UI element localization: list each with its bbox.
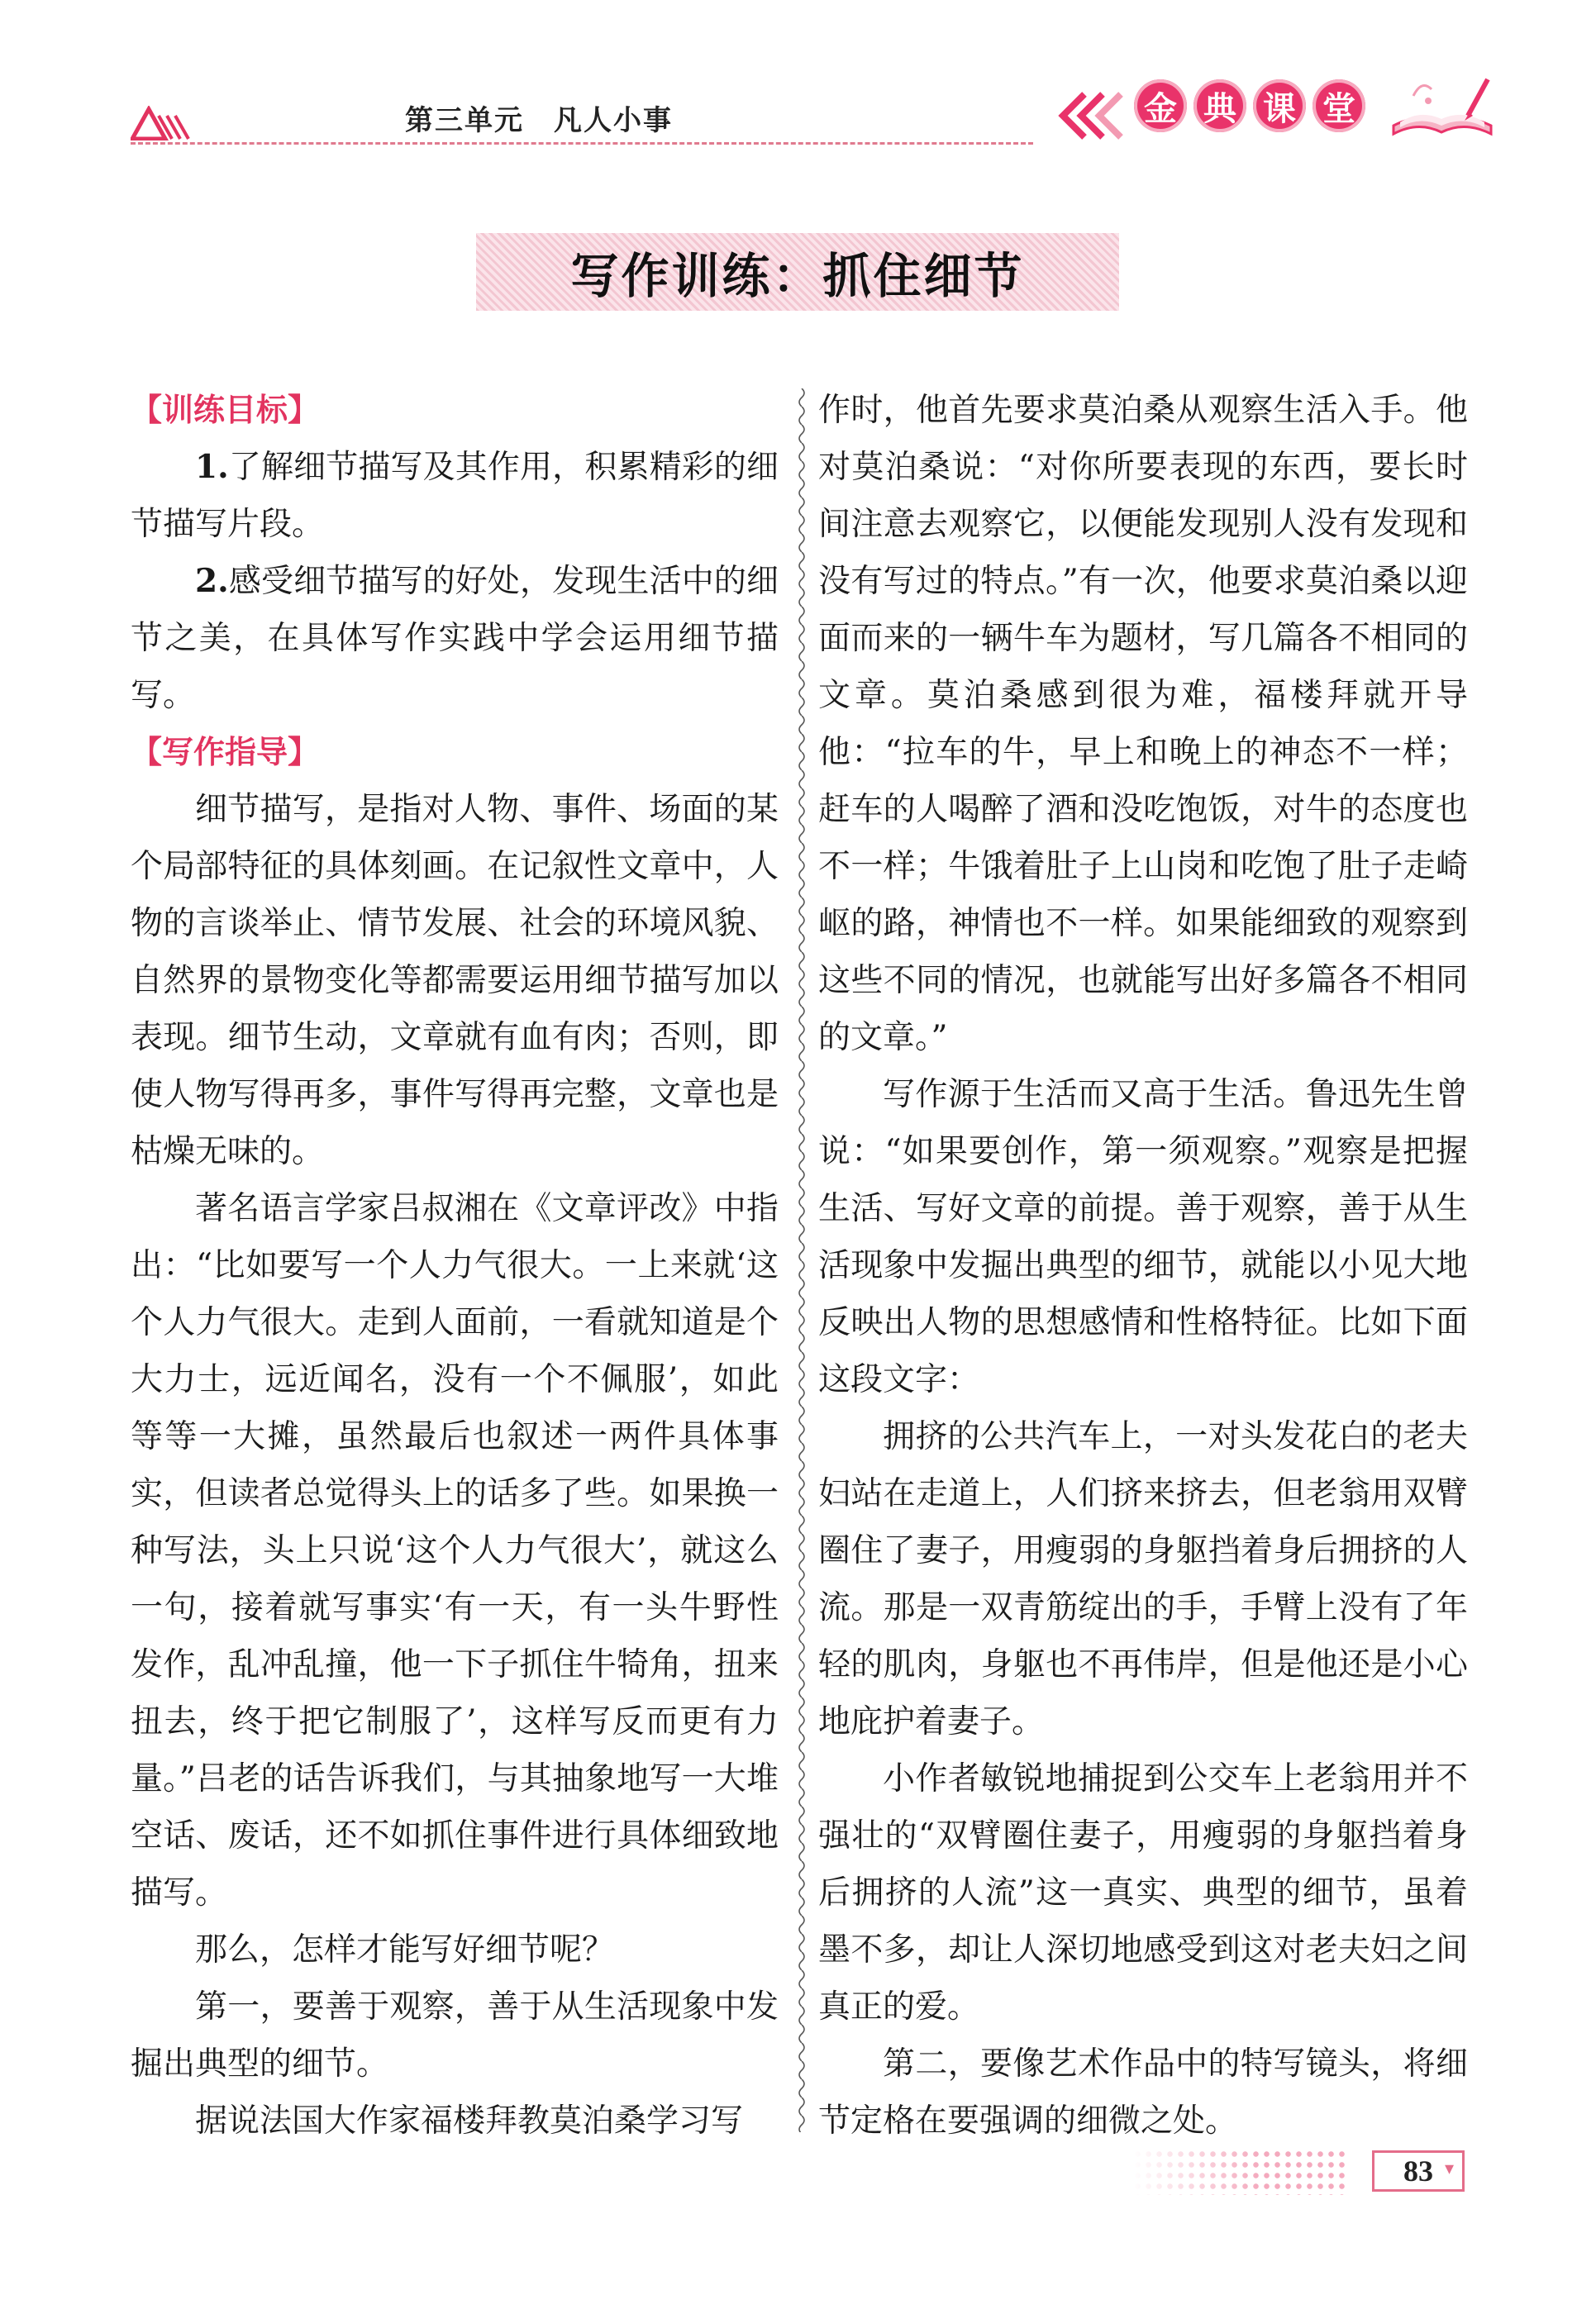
brand-char-4: 堂 bbox=[1313, 79, 1365, 132]
section-title-banner bbox=[476, 233, 1119, 311]
goal-1-text: 了解细节描写及其作用，积累精彩的细节描写片段。 bbox=[131, 449, 779, 543]
goal-1-number: 1. bbox=[195, 448, 229, 486]
tag-training-goal: 【训练目标】 bbox=[131, 392, 320, 428]
brand-char-3: 课 bbox=[1253, 79, 1306, 132]
goal-2-number: 2. bbox=[195, 562, 229, 600]
unit-title: 第三单元 凡人小事 bbox=[405, 104, 673, 137]
paragraph: 拥挤的公共汽车上，一对头发花白的老夫妇站在走道上，人们挤来挤去，但老翁用双臂圈住了妻子，用瘦弱的身躯挡着身后拥挤的人流。那是一双青筋绽出的手，手臂上没有了年轻的肌肉，身躯也不再伟岸，但是他还是小心地庇护着妻子。 bbox=[818, 1418, 1468, 1740]
column-divider bbox=[795, 388, 808, 2132]
tag-writing-guide: 【写作指导】 bbox=[131, 734, 320, 770]
paragraph: 第一，要善于观察，善于从生活现象中发掘出典型的细节。 bbox=[131, 1988, 779, 2083]
brand-char-2: 典 bbox=[1193, 79, 1246, 132]
paragraph: 据说法国大作家福楼拜教莫泊桑学习写 bbox=[195, 2102, 744, 2140]
brand-char-1: 金 bbox=[1134, 79, 1187, 132]
goal-1 bbox=[131, 439, 779, 553]
triangle-ornament-icon bbox=[131, 106, 192, 140]
goal-2-text: 感受细节描写的好处，发现生活中的细节之美，在具体写作实践中学会运用细节描写。 bbox=[131, 563, 779, 714]
goal-2 bbox=[131, 553, 779, 724]
open-book-pen-icon bbox=[1389, 71, 1496, 145]
page-corner-arrow-icon: ▾ bbox=[1445, 2159, 1455, 2179]
footer-dot-ornament bbox=[1132, 2149, 1347, 2195]
left-column bbox=[131, 382, 779, 2150]
section-title: 写作训练：抓住细节 bbox=[570, 248, 1025, 304]
paragraph: 著名语言学家吕叔湘在《文章评改》中指出：“比如要写一个人力气很大。一上来就‘这个人力气很大。走到人面前，一看就知道是个大力士，远近闻名，没有一个不佩服’，如此等等一大摊，虽然最后也叙述一两件具体事实，但读者总觉得头上的话多了些。如果换一种写法，头上只说‘这个人力气很大’，就这么一句，接着就写事实‘有一天，有一头牛野性发作，乱冲乱撞，他一下子抓住牛犄角，扭来扭去，终于把它制服了’，这样写反而更有力量。”吕老的话告诉我们，与其抽象地写一大堆空话、废话，还不如抓住事件进行具体细致地描写。 bbox=[131, 1190, 779, 1912]
paragraph: 那么，怎样才能写好细节呢？ bbox=[195, 1931, 615, 1969]
right-column bbox=[818, 382, 1468, 2150]
header-dashed-rule bbox=[131, 142, 1033, 145]
paragraph: 写作源于生活而又高于生活。鲁迅先生曾说：“如果要创作，第一须观察。”观察是把握生活、写好文章的前提。善于观察，善于从生活现象中发掘出典型的细节，就能以小见大地反映出人物的思想感情和性格特征。比如下面这段文字： bbox=[818, 1076, 1468, 1398]
paragraph: 第二，要像艺术作品中的特写镜头，将细节定格在要强调的细微之处。 bbox=[818, 2045, 1468, 2140]
paragraph: 细节描写，是指对人物、事件、场面的某个局部特征的具体刻画。在记叙性文章中，人物的言谈举止、情节发展、社会的环境风貌、自然界的景物变化等都需要运用细节描写加以表现。细节生动，文章就有血有肉；否则，即使人物写得再多，事件写得再完整，文章也是枯燥无味的。 bbox=[131, 791, 779, 1170]
paragraph: 小作者敏锐地捕捉到公交车上老翁用并不强壮的“双臂圈住妻子，用瘦弱的身躯挡着身后拥挤的人流”这一真实、典型的细节，虽着墨不多，却让人深切地感受到这对老夫妇之间真正的爱。 bbox=[818, 1760, 1468, 2026]
paragraph: 作时，他首先要求莫泊桑从观察生活入手。他对莫泊桑说：“对你所要表现的东西，要长时间注意去观察它，以便能发现别人没有发现和没有写过的特点。”有一次，他要求莫泊桑以迎面而来的一辆牛车为题材，写几篇各不相同的文章。莫泊桑感到很为难，福楼拜就开导他：“拉车的牛，早上和晚上的神态不一样；赶车的人喝醉了酒和没吃饱饭，对牛的态度也不一样；牛饿着肚子上山岗和吃饱了肚子走崎岖的路，神情也不一样。如果能细致的观察到这些不同的情况，也就能写出好多篇各不相同的文章。” bbox=[818, 392, 1468, 1056]
brand-logo bbox=[1134, 79, 1365, 132]
page-number: 83 bbox=[1372, 2150, 1465, 2192]
page-header bbox=[0, 0, 1596, 165]
double-chevron-left-icon bbox=[1051, 89, 1126, 142]
